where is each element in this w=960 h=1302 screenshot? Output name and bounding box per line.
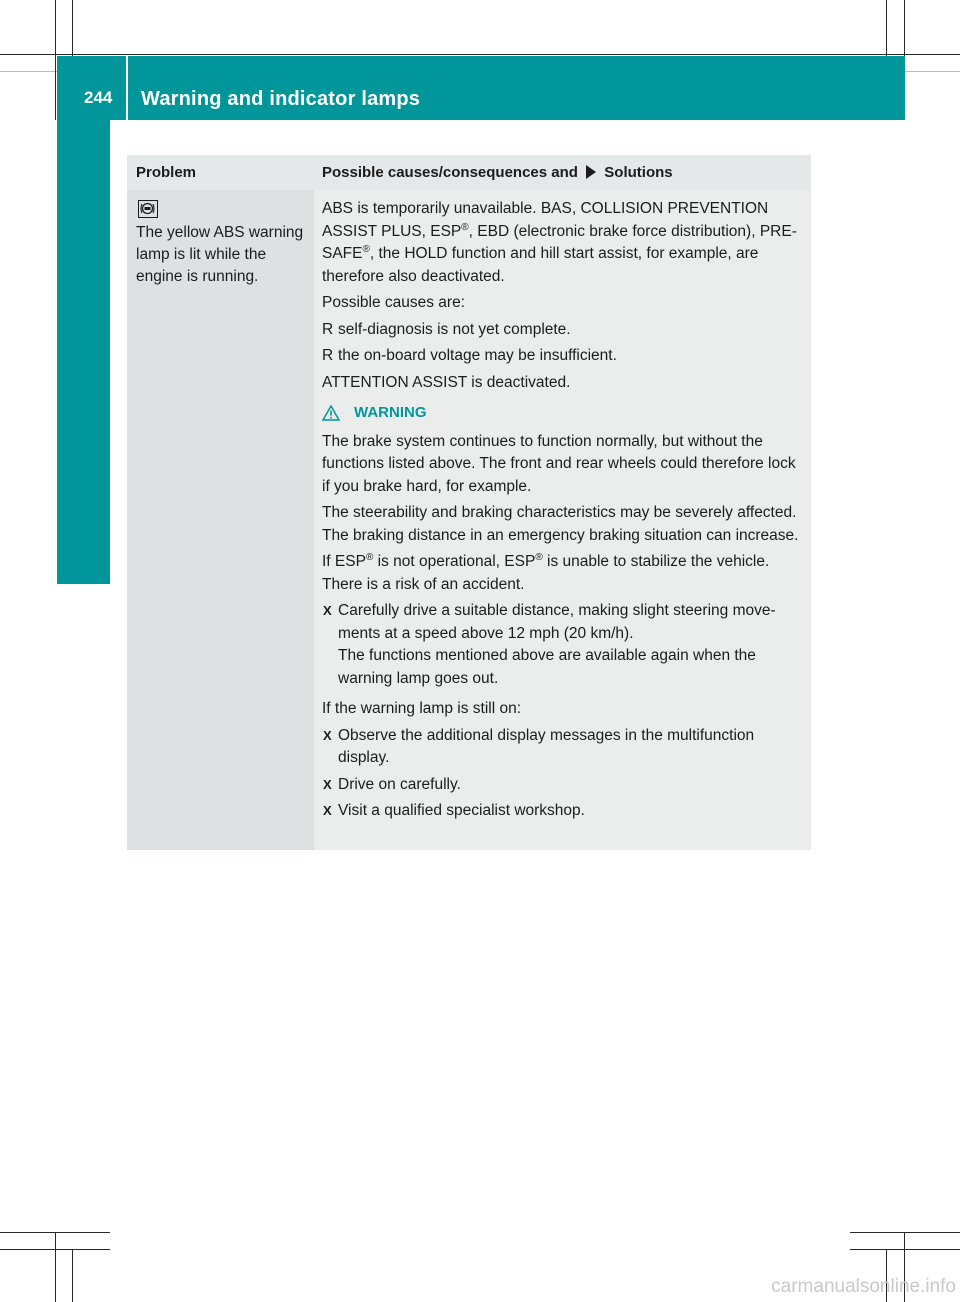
action-text: Carefully drive a suitable distance, making slight steering movements at a speed above 12 mph (20 km/h). xyxy=(338,602,776,642)
warning-text-c: is unable to stabilize the vehicle. There is a risk of an accident. xyxy=(322,553,770,593)
intro-text-c: , the HOLD function and hill start assist, for example, are therefore also deactivated. xyxy=(322,245,759,285)
action-x-icon: X xyxy=(323,603,332,618)
cause-text: the on-board voltage may be insufficient. xyxy=(338,347,617,364)
warning-heading xyxy=(322,402,804,425)
causes-label: Possible causes are: xyxy=(322,294,466,311)
arrow-right-icon xyxy=(585,165,597,179)
bullet-r-icon: R xyxy=(322,320,334,338)
intro-text-b: , EBD (electronic brake force distribution), PRE-SAFE xyxy=(322,222,797,262)
solutions-content xyxy=(322,198,804,827)
page-number: 244 xyxy=(84,88,113,107)
problem-text: The yellow ABS warning lamp is lit while the engine is running. xyxy=(136,224,304,285)
warning-table xyxy=(127,155,811,850)
action-note: The functions mentioned above are available again when the warning lamp goes out. xyxy=(338,647,756,687)
action-item xyxy=(322,725,804,770)
list-item xyxy=(322,345,804,368)
column-header-solutions-label xyxy=(322,164,673,181)
registered-mark: ® xyxy=(535,551,543,563)
side-tab-label: On-board computer and displays xyxy=(71,195,94,509)
action-item xyxy=(322,800,804,823)
watermark: carmanualsonline.info xyxy=(771,1276,956,1297)
action-x-icon: X xyxy=(323,803,332,818)
action-x-icon: X xyxy=(323,727,332,743)
crop-mark xyxy=(72,1249,73,1302)
crop-mark xyxy=(0,54,960,55)
column-header-solutions-prefix: Possible causes/consequences and xyxy=(322,164,578,181)
warning-triangle-icon xyxy=(322,405,340,421)
registered-mark: ® xyxy=(362,243,370,255)
registered-mark: ® xyxy=(365,551,374,563)
table-cell-solutions xyxy=(314,190,811,850)
intro-paragraph xyxy=(322,198,804,288)
action-text: Visit a qualified specialist workshop. xyxy=(338,802,585,819)
column-header-problem xyxy=(127,155,314,190)
list-item xyxy=(322,319,804,342)
action-x-icon: X xyxy=(323,776,332,792)
action-item xyxy=(322,774,804,797)
action-item xyxy=(322,600,804,690)
warning-paragraph-2: The steerability and braking characteristics may be severely affected. The braking distance in an emergency braking situation can increase. xyxy=(322,504,799,544)
crop-mark xyxy=(850,1232,960,1233)
still-on-text: If the warning lamp is still on: xyxy=(322,700,522,717)
attention-text: ATTENTION ASSIST is deactivated. xyxy=(322,373,571,391)
warning-paragraph-1: The brake system continues to function normally, but without the functions listed above. The front and rear wheels could therefore lock if you brake hard, for example. xyxy=(322,432,796,495)
crop-mark xyxy=(55,1232,56,1302)
action-text: Observe the additional display messages in the multifunction display. xyxy=(338,726,755,766)
column-header-solutions-suffix: Solutions xyxy=(604,164,673,181)
bullet-r-icon: R xyxy=(322,347,334,364)
registered-mark: ® xyxy=(461,221,469,233)
action-text: Drive on carefully. xyxy=(338,775,461,793)
warning-text-b: is not operational, ESP xyxy=(373,553,536,570)
crop-mark xyxy=(55,0,56,120)
column-header-problem-label: Problem xyxy=(136,164,197,181)
abs-warning-lamp-icon xyxy=(138,200,158,218)
header-divider xyxy=(126,56,128,120)
crop-mark xyxy=(850,1249,960,1250)
warning-label: WARNING xyxy=(354,404,427,421)
table-cell-problem xyxy=(127,190,314,850)
warning-text-a: If ESP xyxy=(322,553,366,570)
intro-text-a: ABS is temporarily unavailable. BAS, COLLISION PREVENTION ASSIST PLUS, ESP xyxy=(322,200,769,240)
section-title: Warning and indicator lamps xyxy=(141,88,421,110)
column-header-solutions xyxy=(314,155,811,190)
warning-paragraph-3 xyxy=(322,551,804,596)
cause-text: self-diagnosis is not yet complete. xyxy=(338,320,571,338)
